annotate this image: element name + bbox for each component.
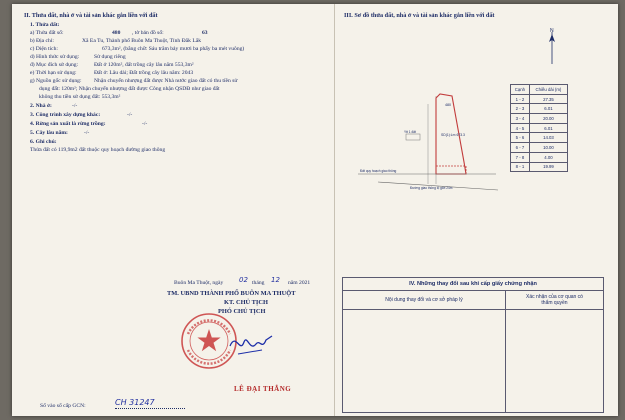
distance-length: 19.99 [529,162,567,172]
table-row [511,94,568,104]
changes-blank-confirm [506,310,604,413]
distance-edge: 3 - 4 [511,114,530,124]
address-label: b) Địa chỉ: [30,38,54,44]
changes-col-confirm: Xác nhận của cơ quan có thẩm quyền [506,291,604,310]
parcel-label: a) Thửa đất số: [30,30,64,36]
sheet-label: , tờ bản đồ số: [132,30,164,36]
signature-icon [226,324,276,364]
section-iii-title: III. Sơ đồ thửa đất, nhà ở và tài sản khác gắn liền với đất [344,12,495,19]
forest-value: -/- [142,121,148,127]
distance-table [510,84,568,172]
org-line-1: TM. UBND THÀNH PHỐ BUÔN MA THUỘT [167,290,296,297]
distance-length: 27.35 [529,94,567,104]
org-line-2: KT. CHỦ TỊCH [224,299,268,306]
date-day: 02 [239,276,248,284]
origin-line-1: Nhận chuyển nhượng đất được Nhà nước giao đất có thu tiền sử [94,78,238,84]
distance-edge: 8 - 1 [511,162,530,172]
map-south-road: Đường giao thông lộ giới 24m [410,186,453,190]
gcn-value: CH 31247 [115,398,155,407]
distance-length: 10.00 [529,143,567,153]
use-form-value: Sử dụng riêng [94,54,126,60]
term-value: Đất ở: Lâu dài; Đất trồng cây lâu năm: 2043 [94,70,194,76]
date-prefix: Buôn Ma Thuột, ngày [174,280,224,286]
north-arrow-icon [545,26,559,66]
map-parcel-number: 480 [445,103,451,107]
distance-edge: 1 - 2 [511,94,530,104]
table-row [511,123,568,133]
use-form-label: d) Hình thức sử dụng: [30,54,80,60]
house-title: 2. Nhà ở: [30,103,52,109]
distance-edge: 5 - 6 [511,133,530,143]
origin-line-3: không thu tiền sử dụng đất: 553,3m² [39,94,121,100]
org-line-3: PHÓ CHỦ TỊCH [218,308,266,315]
perennial-value: -/- [84,130,90,136]
area-value: 673,3m², (bằng chữ: Sáu trăm bảy mươi ba phẩy ba mét vuông) [102,46,245,52]
table-row [511,152,568,162]
house-value: -/- [72,103,78,109]
area-label: c) Diện tích: [30,46,58,52]
construction-title: 3. Công trình xây dựng khác: [30,112,101,118]
date-year-label: năm 2021 [288,280,311,286]
note-title: 6. Ghi chú: [30,139,57,145]
distance-length: 4.00 [529,152,567,162]
changes-table [342,277,604,413]
table-row [511,162,568,172]
distance-edge: 6 - 7 [511,143,530,153]
distance-header-edge: Cạnh [511,85,530,95]
distance-header-length: Chiều dài (m) [529,85,567,95]
table-row [511,104,568,114]
distance-length: 20.00 [529,114,567,124]
north-label: N [550,28,554,34]
changes-col-content: Nội dung thay đổi và cơ sở pháp lý [343,291,506,310]
changes-title-row [343,278,604,291]
changes-blank-row [343,310,604,413]
land-title: 1. Thửa đất: [30,22,60,28]
map-parcel-area: SD(1):Lm 673.3 [441,133,465,137]
origin-line-2: dụng đất: 120m²; Nhận chuyển nhượng đất được Công nhận QSDĐ như giao đất [39,86,220,92]
changes-blank-content [343,310,506,413]
certificate-page [12,4,618,416]
purpose-label: đ) Mục đích sử dụng: [30,62,79,68]
page-divider [334,4,335,416]
construction-value: -/- [127,112,133,118]
distance-length: 6.01 [529,123,567,133]
map-house-label: Ytt 1 đất [404,130,416,134]
distance-header-row [511,85,568,95]
distance-edge: 4 - 5 [511,123,530,133]
distance-edge: 7 - 8 [511,152,530,162]
map-west-road: Đất quy hoạch giao thông [360,169,397,173]
origin-label: g) Nguồn gốc sử dụng: [30,78,82,84]
gcn-underline [115,408,185,409]
distance-length: 14.03 [529,133,567,143]
date-month: 12 [271,276,280,284]
sheet-no: 63 [202,30,208,36]
table-row [511,133,568,143]
date-month-label: tháng [252,280,265,286]
table-row [511,143,568,153]
section-ii-title: II. Thửa đất, nhà ở và tài sản khác gắn liền với đất [24,12,158,19]
signer-name: LÊ ĐẠI THẮNG [234,385,292,393]
changes-title: IV. Những thay đổi sau khi cấp giấy chứng nhận [343,278,604,291]
purpose-value: Đất ở 120m², đất trồng cây lâu năm 553,3m² [94,62,194,68]
parcel-map [348,76,508,206]
changes-header-row [343,291,604,310]
distance-edge: 2 - 3 [511,104,530,114]
parcel-no: 480 [112,30,121,36]
distance-length: 6.01 [529,104,567,114]
address-value: Xã Ea Tu, Thành phố Buôn Ma Thuột, Tỉnh Đắk Lắk [82,38,202,44]
perennial-title: 5. Cây lâu năm: [30,130,68,136]
gcn-label: Số vào sổ cấp GCN: [40,403,86,409]
term-label: e) Thời hạn sử dụng: [30,70,77,76]
note-value: Thửa đất có 119,9m2 đất thuộc quy hoạch đường giao thông [30,147,166,153]
forest-title: 4. Rừng sản xuất là rừng trồng: [30,121,106,127]
table-row [511,114,568,124]
